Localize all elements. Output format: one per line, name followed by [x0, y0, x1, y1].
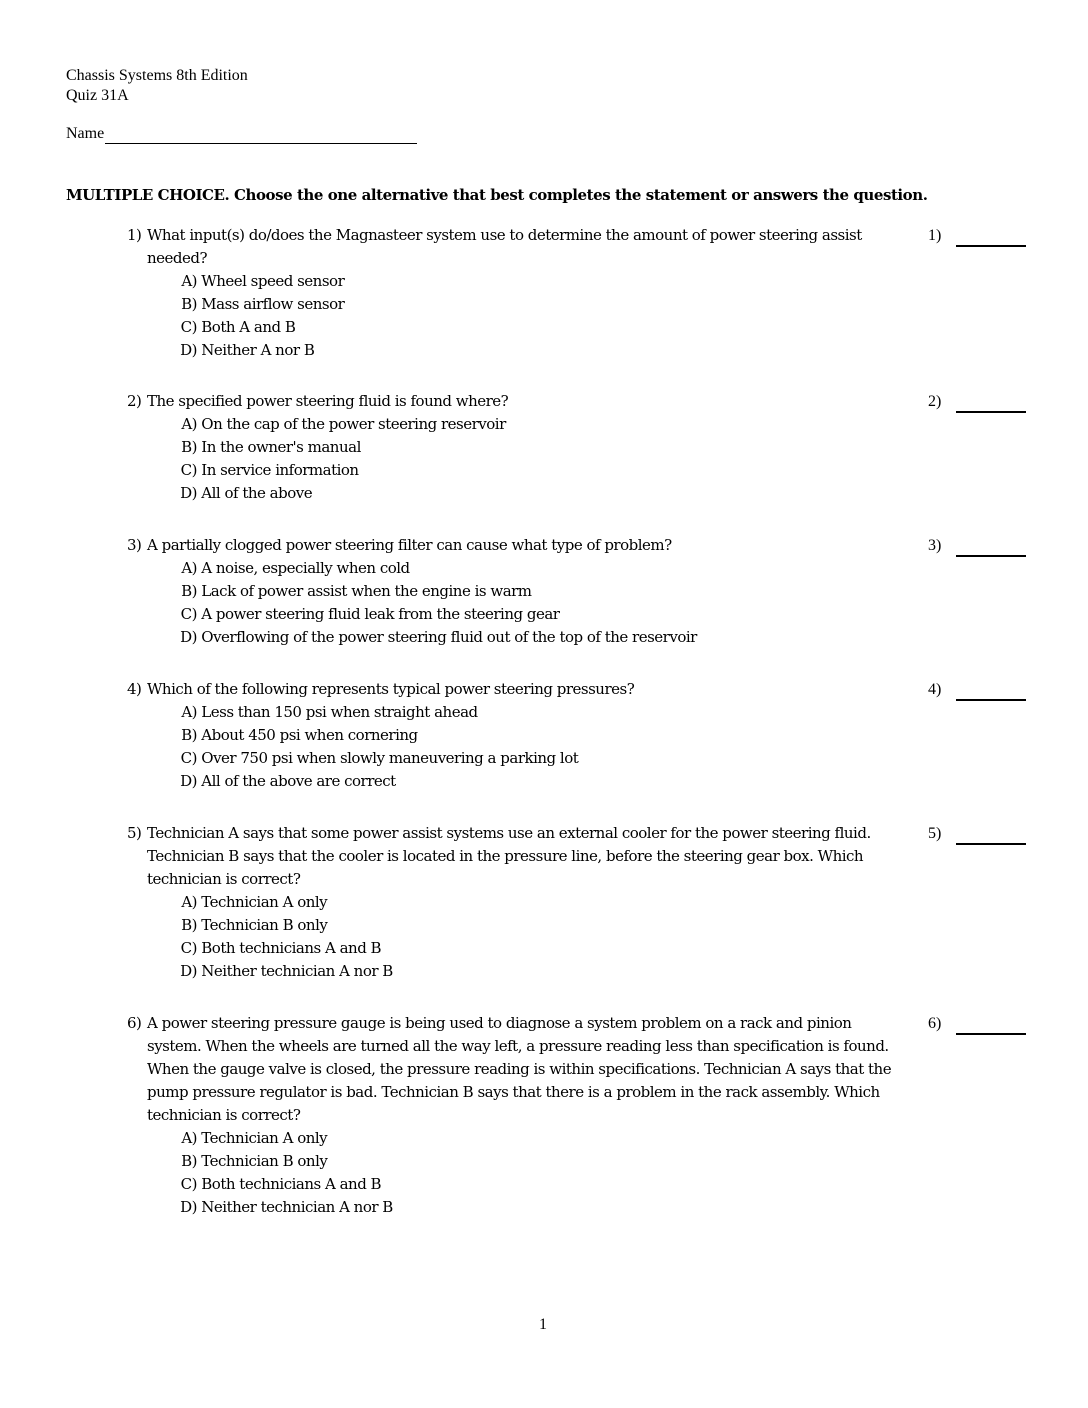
question-2 [127, 390, 927, 505]
option-text: Technician A only [201, 893, 328, 911]
option-label: B) [181, 726, 197, 744]
option-text: Lack of power assist when the engine is warm [201, 582, 532, 600]
answer-line[interactable] [956, 682, 1026, 701]
option-text: All of the above [201, 484, 313, 502]
option-d [127, 482, 927, 505]
answer-blank-5 [928, 822, 1026, 845]
option-a [127, 557, 927, 580]
answer-line[interactable] [956, 228, 1026, 247]
option-text: Technician B only [201, 916, 328, 934]
option-label: D) [180, 484, 197, 502]
question-text: What input(s) do/does the Magnasteer system use to determine the amount of power steering assist needed? [147, 226, 862, 267]
name-label: Name [66, 125, 105, 142]
option-label: C) [180, 318, 197, 336]
option-a [127, 270, 927, 293]
question-number: 3) [127, 536, 142, 554]
option-label: A) [181, 272, 197, 290]
option-d [127, 960, 927, 983]
option-label: A) [181, 559, 197, 577]
option-text: Overflowing of the power steering fluid out of the top of the reservoir [201, 628, 697, 646]
answer-blank-6 [928, 1012, 1026, 1035]
option-text: Technician B only [201, 1152, 328, 1170]
option-label: B) [181, 916, 197, 934]
question-text: Which of the following represents typical power steering pressures? [147, 680, 635, 698]
option-label: D) [180, 341, 197, 359]
option-text: A noise, especially when cold [201, 559, 410, 577]
option-a [127, 413, 927, 436]
option-label: B) [181, 582, 197, 600]
option-label: C) [180, 605, 197, 623]
answer-line[interactable] [956, 394, 1026, 413]
option-label: A) [181, 415, 197, 433]
question-number: 4) [127, 680, 142, 698]
page-number: 1 [539, 1316, 547, 1333]
option-b [127, 293, 927, 316]
option-a [127, 891, 927, 914]
option-label: D) [180, 772, 197, 790]
option-label: D) [180, 962, 197, 980]
question-stem [127, 822, 907, 891]
question-text: A power steering pressure gauge is being used to diagnose a system problem on a rack and pinion system. When the wheels are turned all the way left, a pressure reading less than specification is found. When the gauge valve is closed, the pressure reading is within specifications. Technician A says that the pump pressure regulator is bad. Technician B says that there is a problem in the rack assembly. Which technician is correct? [147, 1014, 892, 1124]
answer-blank-1 [928, 224, 1026, 247]
section-instructions: MULTIPLE CHOICE. Choose the one alternative that best completes the statement or answers the question. [66, 186, 928, 204]
option-b [127, 580, 927, 603]
question-1 [127, 224, 927, 362]
option-d [127, 626, 927, 649]
option-text: In service information [201, 461, 359, 479]
option-text: Both technicians A and B [201, 1175, 382, 1193]
option-text: Wheel speed sensor [201, 272, 345, 290]
option-text: Less than 150 psi when straight ahead [201, 703, 478, 721]
answer-number: 1) [928, 227, 942, 244]
option-text: All of the above are correct [201, 772, 396, 790]
option-label: C) [180, 461, 197, 479]
option-text: Technician A only [201, 1129, 328, 1147]
option-c [127, 603, 927, 626]
name-field-row [66, 124, 417, 144]
option-label: C) [180, 939, 197, 957]
option-b [127, 724, 927, 747]
option-d [127, 339, 927, 362]
option-label: D) [180, 628, 197, 646]
question-stem [127, 390, 907, 413]
answer-blank-4 [928, 678, 1026, 701]
answer-number: 3) [928, 537, 942, 554]
option-text: About 450 psi when cornering [201, 726, 418, 744]
option-c [127, 937, 927, 960]
question-text: Technician A says that some power assist systems use an external cooler for the power steering fluid. Technician B says that the cooler is located in the pressure line, before the steering gear box. Which technician is correct? [147, 824, 871, 888]
option-text: Neither technician A nor B [201, 962, 393, 980]
option-a [127, 1127, 927, 1150]
option-text: In the owner's manual [201, 438, 361, 456]
option-c [127, 459, 927, 482]
answer-number: 4) [928, 681, 942, 698]
question-number: 2) [127, 392, 142, 410]
option-d [127, 1196, 927, 1219]
option-label: A) [181, 893, 197, 911]
name-blank-line[interactable] [105, 125, 417, 144]
option-text: Both A and B [201, 318, 296, 336]
question-text: A partially clogged power steering filter can cause what type of problem? [147, 536, 672, 554]
question-4 [127, 678, 927, 793]
question-text: The specified power steering fluid is found where? [147, 392, 509, 410]
question-stem [127, 678, 907, 701]
option-label: A) [181, 1129, 197, 1147]
question-stem [127, 224, 907, 270]
answer-blank-3 [928, 534, 1026, 557]
option-label: A) [181, 703, 197, 721]
answer-line[interactable] [956, 538, 1026, 557]
option-b [127, 436, 927, 459]
option-label: C) [180, 749, 197, 767]
option-text: Both technicians A and B [201, 939, 382, 957]
quiz-title: Quiz 31A [66, 87, 129, 104]
answer-number: 6) [928, 1015, 942, 1032]
option-label: B) [181, 438, 197, 456]
answer-line[interactable] [956, 826, 1026, 845]
answer-number: 2) [928, 393, 942, 410]
option-a [127, 701, 927, 724]
question-3 [127, 534, 927, 649]
option-label: C) [180, 1175, 197, 1193]
question-stem [127, 1012, 907, 1127]
option-label: B) [181, 1152, 197, 1170]
course-title: Chassis Systems 8th Edition [66, 67, 248, 84]
option-d [127, 770, 927, 793]
option-label: D) [180, 1198, 197, 1216]
option-c [127, 1173, 927, 1196]
answer-number: 5) [928, 825, 942, 842]
option-b [127, 1150, 927, 1173]
question-number: 5) [127, 824, 142, 842]
option-text: A power steering fluid leak from the steering gear [201, 605, 560, 623]
question-5 [127, 822, 927, 983]
option-text: Mass airflow sensor [201, 295, 345, 313]
question-stem [127, 534, 907, 557]
option-c [127, 316, 927, 339]
answer-blank-2 [928, 390, 1026, 413]
question-number: 1) [127, 226, 142, 244]
answer-line[interactable] [956, 1016, 1026, 1035]
option-label: B) [181, 295, 197, 313]
option-text: On the cap of the power steering reservoir [201, 415, 506, 433]
option-c [127, 747, 927, 770]
option-text: Neither A nor B [201, 341, 315, 359]
question-number: 6) [127, 1014, 142, 1032]
option-text: Over 750 psi when slowly maneuvering a parking lot [201, 749, 579, 767]
option-b [127, 914, 927, 937]
option-text: Neither technician A nor B [201, 1198, 393, 1216]
question-6 [127, 1012, 927, 1219]
